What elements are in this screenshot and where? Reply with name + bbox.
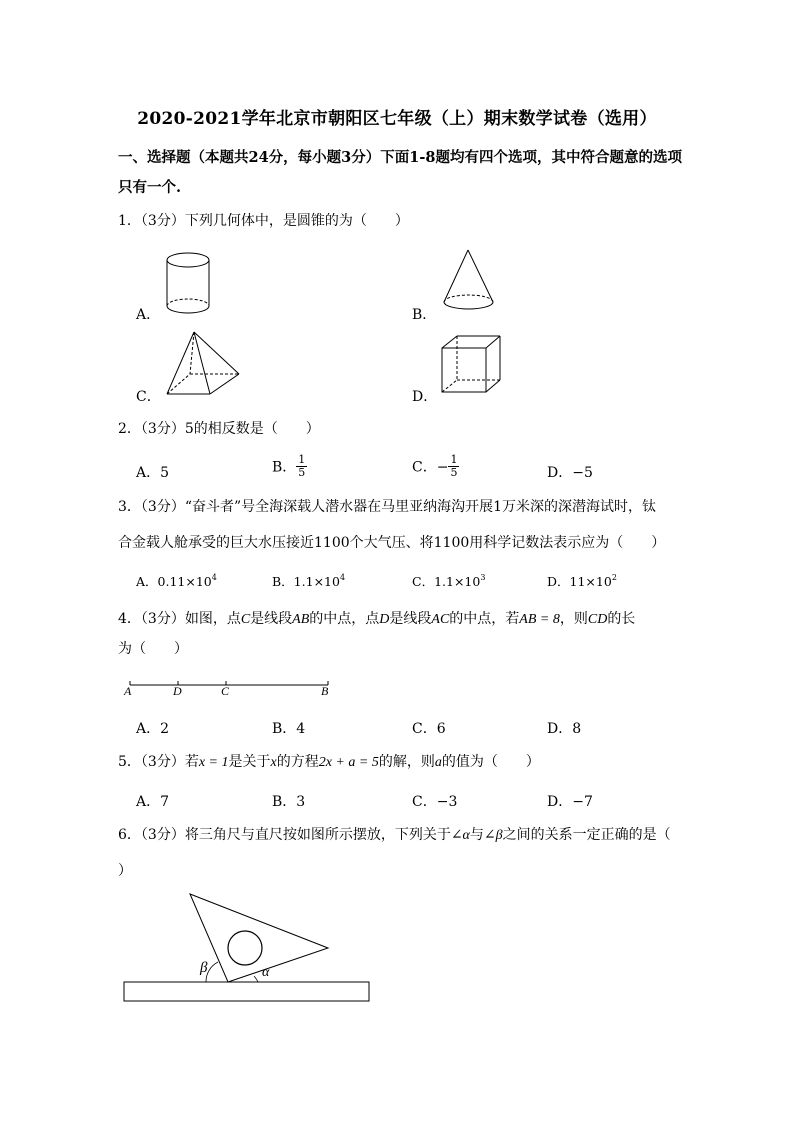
q6-text-2: 与 — [469, 827, 484, 843]
q2-b-numerator: 1 — [298, 453, 306, 466]
q5-text-4: 的解，则 — [378, 754, 435, 770]
cone-icon — [438, 248, 508, 318]
cylinder-icon — [160, 250, 220, 320]
q2-option-b-prefix: B． — [272, 459, 297, 476]
q4-point-d: D — [379, 612, 390, 627]
point-d-label: D — [173, 684, 182, 698]
q4-text-2: 是线段 — [250, 611, 293, 627]
section-heading-cont: 只有一个. — [118, 179, 182, 196]
q3-d-base: D．11×10 — [547, 574, 612, 589]
q3-b-exponent: 4 — [339, 573, 346, 582]
q4-point-c: C — [240, 612, 251, 627]
q3-option-a — [136, 572, 217, 590]
q5-text-2: 是关于 — [228, 754, 271, 770]
question-6-line-2: ） — [118, 863, 132, 879]
triangle-ruler-diagram — [120, 890, 380, 1010]
q4-text-6: ，则 — [559, 611, 588, 627]
page-title: 2020-2021学年北京市朝阳区七年级（上）期末数学试卷（选用） — [137, 109, 657, 129]
pyramid-icon — [162, 330, 247, 400]
q4-segment-ab: AB — [292, 612, 310, 627]
point-c-label: C — [221, 684, 230, 698]
q3-d-exponent: 2 — [611, 573, 617, 582]
q4-text-5: 的中点，若 — [449, 611, 520, 627]
q3-option-b — [272, 572, 345, 590]
q2-option-b — [272, 454, 307, 479]
q2-c-numerator: 1 — [450, 453, 458, 466]
question-4-line-2: 为（ ） — [118, 641, 188, 657]
point-a-label: A — [124, 684, 132, 698]
q4-equation: AB = 8 — [519, 612, 560, 627]
q4-text-7: 的长 — [607, 611, 636, 627]
q3-a-exponent: 4 — [211, 573, 217, 582]
q5-equation: 2x + a = 5 — [318, 755, 379, 770]
q5-text-3: 的方程 — [276, 754, 319, 770]
q6-text-3: 之间的关系一定正确的是（ — [502, 827, 671, 843]
question-4-line-1 — [118, 610, 688, 629]
q2-c-denominator: 5 — [450, 466, 458, 479]
q1-option-a-label: A． — [136, 307, 161, 323]
question-6-line-1 — [118, 826, 688, 845]
q4-segment-ac: AC — [431, 612, 450, 627]
q1-option-b-label: B． — [412, 307, 437, 323]
q4-option-c: C．6 — [412, 721, 446, 737]
q5-option-c: C．−3 — [412, 794, 458, 810]
alpha-label: α — [262, 965, 270, 980]
ruler-shape — [124, 982, 369, 1001]
q5-option-d: D．−7 — [547, 794, 593, 810]
q2-b-denominator: 5 — [298, 466, 306, 479]
q4-text-3: 的中点，点 — [309, 611, 380, 627]
q3-b-base: B．1.1×10 — [272, 574, 340, 589]
q6-text-1: 6．（3分）将三角尺与直尺按如图所示摆放，下列关于 — [118, 827, 451, 843]
triangle-hole — [228, 931, 262, 965]
question-3-line-2: 合金载人舱承受的巨大水压接近1100个大气压、将1100用科学记数法表示应为（ ） — [118, 535, 666, 551]
question-2-stem: 2．（3分）5的相反数是（ ） — [118, 421, 320, 437]
point-b-label: B — [321, 684, 329, 698]
q6-angle-alpha: ∠α — [450, 828, 470, 843]
q4-option-a: A．2 — [136, 721, 170, 737]
q5-variable-a: a — [434, 755, 442, 770]
segment-diagram — [120, 680, 340, 700]
q2-option-c-prefix: C．− — [412, 459, 449, 476]
question-1-stem: 1．（3分）下列几何体中，是圆锥的为（ ） — [118, 213, 409, 229]
q4-option-d: D．8 — [547, 721, 582, 737]
q3-c-exponent: 3 — [480, 573, 486, 582]
q5-variable-x: x — [270, 755, 277, 770]
q5-text-5: 的值为（ ） — [441, 754, 540, 770]
q4-segment-cd: CD — [587, 612, 608, 627]
q5-option-a: A．7 — [136, 794, 170, 810]
q5-option-b: B．3 — [272, 794, 306, 810]
q1-option-c-label: C． — [136, 389, 161, 405]
question-5-stem — [118, 753, 688, 772]
q4-option-b: B．4 — [272, 721, 306, 737]
q1-option-d-label: D． — [412, 389, 438, 405]
q3-option-d — [547, 572, 617, 590]
q3-c-base: C．1.1×10 — [412, 574, 481, 589]
q4-text-4: 是线段 — [389, 611, 432, 627]
question-3-line-1: 3．（3分）“奋斗者”号全海深载人潜水器在马里亚纳海沟开展1万米深的深潜海试时，钛 — [118, 499, 657, 515]
q2-option-c — [412, 454, 459, 479]
q3-option-c — [412, 572, 485, 590]
beta-label: β — [200, 960, 208, 976]
q5-text-1: 5．（3分）若 — [118, 754, 199, 770]
q5-x-equals: x = 1 — [198, 755, 229, 770]
section-heading: 一、选择题（本题共24分，每小题3分）下面1-8题均有四个选项，其中符合题意的选项 — [118, 149, 682, 166]
q4-text-1: 4．（3分）如图，点 — [118, 611, 241, 627]
q3-a-base: A．0.11×10 — [136, 574, 212, 589]
cube-icon — [440, 334, 505, 396]
q2-option-a: A．5 — [136, 465, 170, 481]
q2-option-d: D．−5 — [547, 465, 593, 481]
q6-angle-beta: ∠β — [483, 828, 503, 843]
